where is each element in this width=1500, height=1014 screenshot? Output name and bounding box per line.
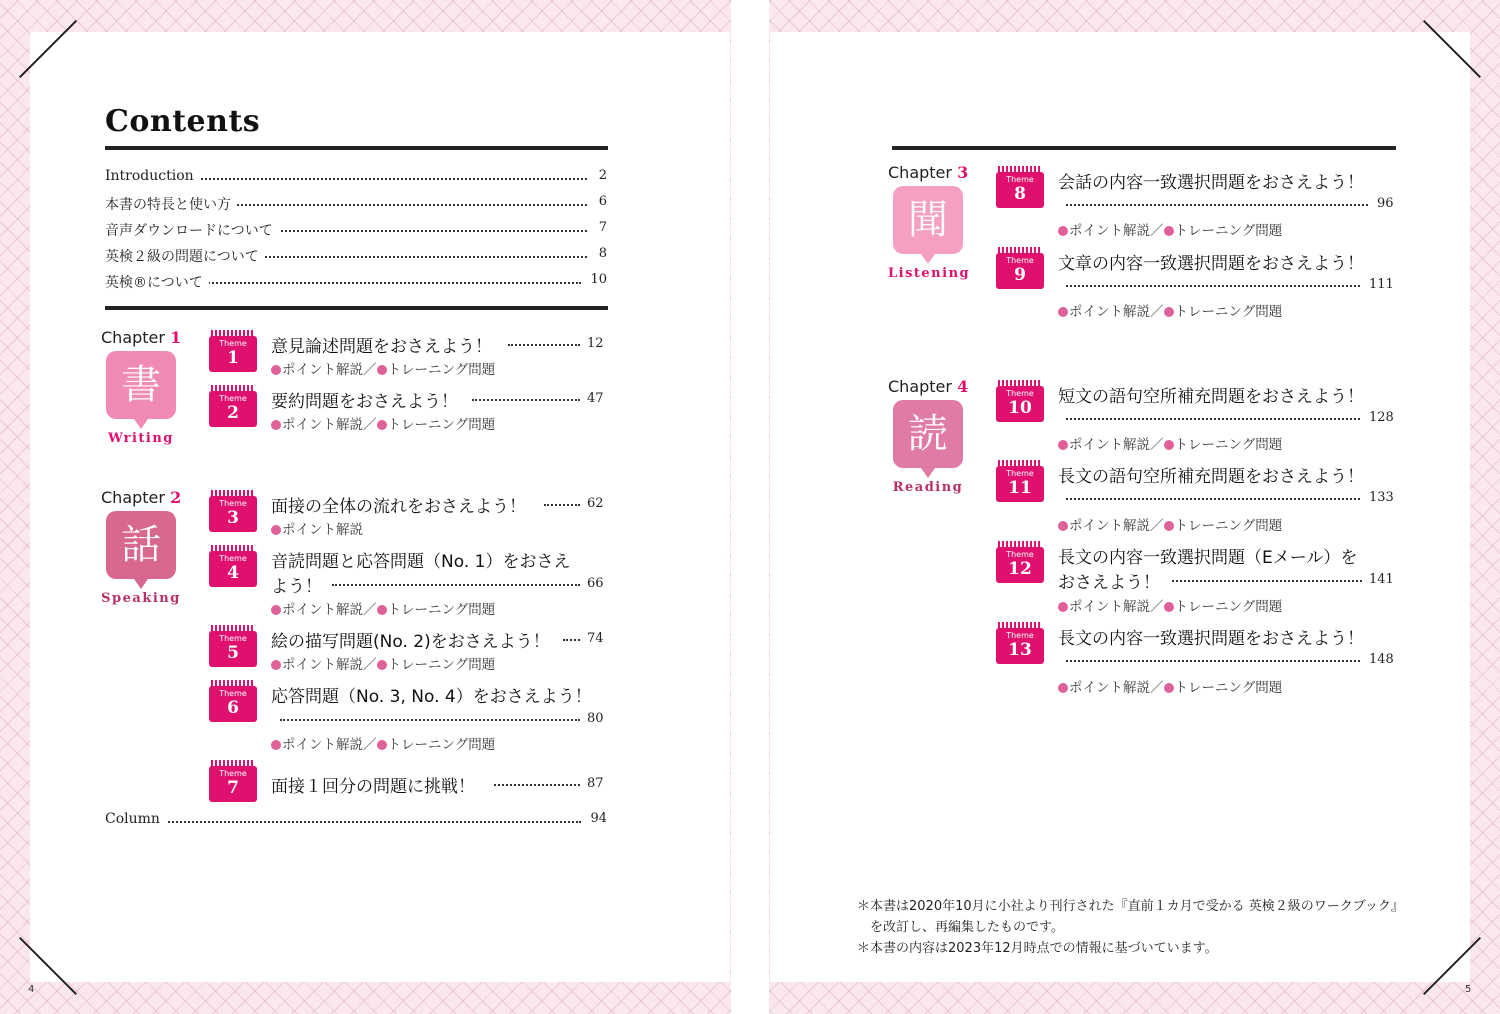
page-number: 47 (587, 391, 604, 406)
chapter-english: Reading (892, 480, 964, 495)
page-number-footer: 5 (1465, 984, 1472, 995)
theme-13-title[interactable]: 長文の内容一致選択問題をおさえよう！ (1058, 629, 1364, 649)
page-number: 87 (587, 776, 604, 791)
page-number: 74 (587, 631, 604, 646)
leader-dots (1066, 204, 1368, 206)
toc-row[interactable] (105, 246, 607, 266)
theme-6-icon: Theme 6 (209, 680, 257, 722)
theme-sub-items: ポイント解説／ トレーニング問題 (271, 598, 495, 618)
theme-12-icon: Theme 12 (996, 541, 1044, 583)
theme-3-icon: Theme 3 (209, 490, 257, 532)
theme-sub-items: ポイント解説／ トレーニング問題 (1058, 219, 1282, 239)
theme-3-title[interactable]: 面接の全体の流れをおさえよう！ (271, 497, 526, 517)
theme-1-icon: Theme 1 (209, 330, 257, 372)
title-rule (105, 146, 608, 150)
theme-4-icon: Theme 4 (209, 545, 257, 587)
footnote: ＊本書は2020年10月に小社より刊行された『直前１カ月で受かる 英検２級のワークブック』 (857, 899, 1404, 914)
listening-badge-icon: 聞 (893, 186, 963, 254)
theme-1-title[interactable]: 意見論述問題をおさえよう！ (271, 337, 492, 357)
leader-dots (472, 399, 580, 401)
theme-10-title[interactable]: 短文の語句空所補充問題をおさえよう！ (1058, 387, 1364, 407)
theme-8-icon: Theme 8 (996, 166, 1044, 208)
chapter-3 (888, 163, 971, 281)
theme-7-title[interactable]: 面接１回分の問題に挑戦！ (271, 777, 475, 797)
chapter-english: Speaking (101, 591, 181, 606)
theme-sub-items: ポイント解説／ トレーニング問題 (271, 358, 495, 378)
page-number-footer: 4 (28, 984, 35, 995)
page-number: 94 (590, 811, 607, 826)
leader-dots (332, 584, 580, 586)
page-title: Contents (105, 104, 261, 139)
reading-badge-icon: 読 (893, 400, 963, 468)
theme-sub-items: ポイント解説 (271, 518, 363, 538)
writing-badge-icon: 書 (106, 351, 176, 419)
toc-row[interactable] (105, 168, 607, 188)
footnote: ＊本書の内容は2023年12月時点での情報に基づいています。 (857, 941, 1218, 956)
chapter-label: Chapter 4 (888, 377, 969, 396)
theme-4-title-cont[interactable]: よう！ (271, 577, 322, 597)
page-number: 62 (587, 496, 604, 511)
theme-4-title[interactable]: 音読問題と応答問題（No. 1）をおさえ (271, 552, 571, 572)
leader-dots (280, 719, 580, 721)
theme-sub-items: ポイント解説／ トレーニング問題 (1058, 300, 1282, 320)
page-gutter (731, 0, 769, 1014)
section-rule (105, 306, 608, 310)
theme-5-icon: Theme 5 (209, 625, 257, 667)
page-number: 2 (598, 168, 607, 183)
page-number: 148 (1369, 652, 1394, 667)
theme-11-icon: Theme 11 (996, 460, 1044, 502)
footnote: を改訂し、再編集したものです。 (857, 920, 1064, 935)
chapter-label: Chapter 2 (101, 488, 182, 507)
theme-5-title[interactable]: 絵の描写問題(No. 2)をおさえよう！ (271, 632, 550, 652)
chapter-english: Listening (888, 266, 971, 281)
leader-dots (1066, 418, 1360, 420)
page-number: 10 (590, 272, 607, 287)
page-number: 141 (1369, 572, 1394, 587)
toc-label: 英検®について (105, 272, 209, 292)
theme-sub-items: ポイント解説／ トレーニング問題 (1058, 433, 1282, 453)
page-number: 133 (1369, 490, 1394, 505)
theme-sub-items: ポイント解説／ トレーニング問題 (271, 653, 495, 673)
theme-2-title[interactable]: 要約問題をおさえよう！ (271, 392, 458, 412)
theme-sub-items: ポイント解説／ トレーニング問題 (1058, 595, 1282, 615)
theme-12-title[interactable]: 長文の内容一致選択問題（Eメール）を (1058, 548, 1358, 568)
leader-dots (1066, 285, 1360, 287)
page-number: 128 (1369, 410, 1394, 425)
leader-dots (494, 784, 580, 786)
theme-8-title[interactable]: 会話の内容一致選択問題をおさえよう！ (1058, 173, 1364, 193)
page-number: 7 (598, 220, 607, 235)
toc-row[interactable] (105, 220, 607, 240)
theme-6-title[interactable]: 応答問題（No. 3, No. 4）をおさえよう！ (271, 687, 592, 707)
theme-13-icon: Theme 13 (996, 622, 1044, 664)
leader-dots (1066, 660, 1360, 662)
theme-sub-items: ポイント解説／ トレーニング問題 (271, 413, 495, 433)
theme-2-icon: Theme 2 (209, 385, 257, 427)
theme-9-title[interactable]: 文章の内容一致選択問題をおさえよう！ (1058, 254, 1364, 274)
theme-sub-items: ポイント解説／ トレーニング問題 (1058, 514, 1282, 534)
toc-label: 本書の特長と使い方 (105, 194, 237, 214)
leader-dots (563, 639, 580, 641)
chapter-2 (101, 488, 181, 606)
toc-label: Introduction (105, 168, 200, 184)
theme-sub-items: ポイント解説／ トレーニング問題 (271, 733, 495, 753)
theme-9-icon: Theme 9 (996, 247, 1044, 289)
theme-10-icon: Theme 10 (996, 380, 1044, 422)
section-rule (892, 146, 1396, 150)
page-number: 66 (587, 576, 604, 591)
leader-dots (508, 344, 580, 346)
toc-label: 音声ダウンロードについて (105, 220, 279, 240)
speaking-badge-icon: 話 (106, 511, 176, 579)
page-number: 80 (587, 711, 604, 726)
toc-row[interactable] (105, 272, 607, 292)
leader-dots (105, 821, 581, 823)
chapter-4 (888, 377, 968, 495)
theme-7-icon: Theme 7 (209, 760, 257, 802)
theme-12-title-cont[interactable]: おさえよう！ (1058, 573, 1160, 593)
page-number: 6 (598, 194, 607, 209)
leader-dots (1172, 580, 1362, 582)
toc-label: 英検２級の問題について (105, 246, 265, 266)
leader-dots (544, 504, 580, 506)
toc-row-column[interactable] (105, 811, 607, 831)
page-number: 12 (587, 336, 604, 351)
page-number: 96 (1377, 196, 1394, 211)
toc-row[interactable] (105, 194, 607, 214)
chapter-1 (101, 328, 181, 446)
page-number: 8 (598, 246, 607, 261)
page-number: 111 (1369, 277, 1394, 292)
chapter-label: Chapter 1 (101, 328, 182, 347)
chapter-english: Writing (108, 431, 174, 446)
leader-dots (1066, 498, 1360, 500)
theme-11-title[interactable]: 長文の語句空所補充問題をおさえよう！ (1058, 467, 1364, 487)
theme-sub-items: ポイント解説／ トレーニング問題 (1058, 676, 1282, 696)
chapter-label: Chapter 3 (888, 163, 969, 182)
toc-label: Column (105, 811, 166, 827)
